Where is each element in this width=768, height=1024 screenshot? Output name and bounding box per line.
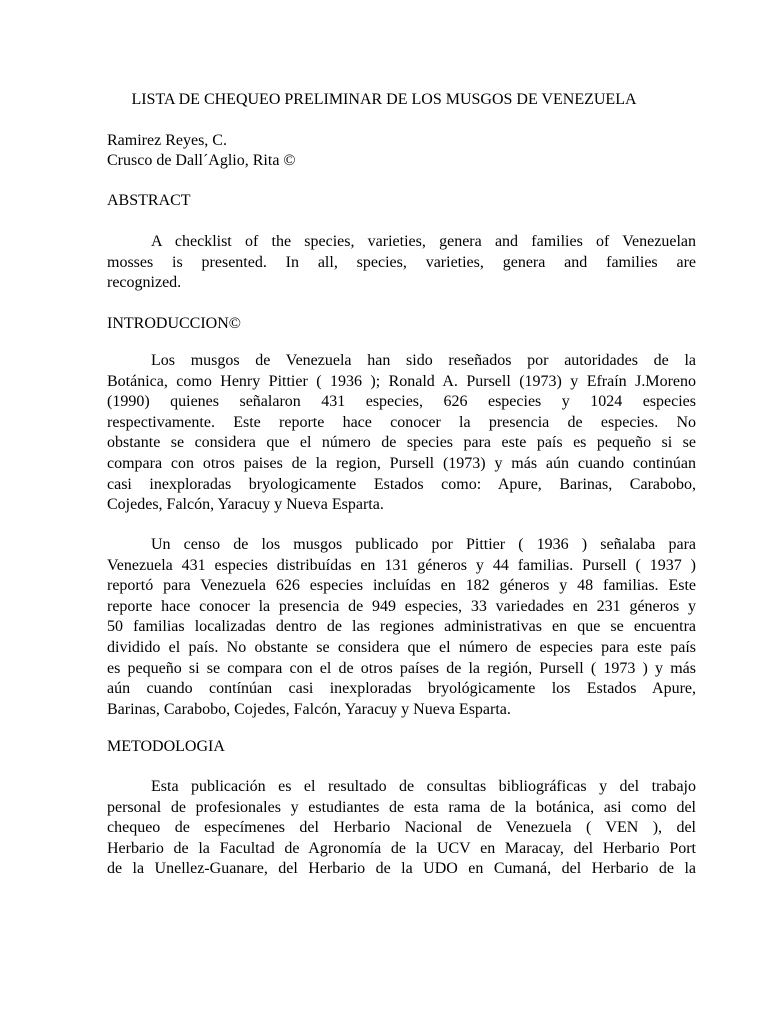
text-line: casi inexploradas bryologicamente Estados como: Apure, Barinas, Carabobo,	[107, 475, 696, 493]
text-line: Herbario de la Facultad de Agronomía de la UCV en Maracay, del Herbario Port	[107, 839, 696, 857]
section-heading-metodologia: METODOLOGIA	[107, 738, 225, 755]
text-fragment: genera and	[502, 253, 588, 271]
text-fragment: respectivamente. Este reporte hace conocer la presencia de	[107, 413, 583, 431]
text-line: compara con otros paises de la region, Pursell (1973) y más aún cuando continúan	[107, 454, 696, 472]
metodologia-paragraph	[107, 777, 696, 880]
text-fragment: especies. No	[600, 413, 697, 431]
text-line: obstante se considera que el número de species para este país es pequeño si se	[107, 434, 696, 452]
text-fragment: varieties,	[425, 253, 484, 271]
text-line: Venezuela 431 especies distribuídas en 131 géneros y 44 familias. Pursell ( 1937 )	[107, 556, 696, 574]
section-heading-abstract: ABSTRACT	[107, 192, 191, 209]
text-line: aún cuando contínúan casi inexploradas bryológicamente los Estados Apure,	[107, 680, 696, 698]
text-line: A checklist of the species, varieties, genera and families of Venezuelan	[151, 233, 696, 250]
text-line: 50 familias localizadas dentro de las regiones administrativas en que se encuentra	[107, 618, 696, 636]
text-line: Cojedes, Falcón, Yaracuy y Nueva Esparta.	[107, 496, 384, 514]
text-line: (1990) quienes señalaron 431 especies, 626 especies y 1024 especies	[107, 393, 696, 411]
text-fragment: species,	[356, 253, 407, 271]
text-line: chequeo de especímenes del Herbario Nacional de Venezuela ( VEN ), del	[107, 819, 696, 837]
text-line: Botánica, como Henry Pittier ( 1936 ); Ronald A. Pursell (1973) y Efraín J.Moreno	[107, 372, 696, 390]
text-line: Un censo de los musgos publicado por Pittier ( 1936 ) señalaba para	[151, 536, 696, 553]
text-fragment: families are	[606, 253, 697, 271]
abstract-paragraph	[107, 232, 696, 294]
introduccion-paragraph-1	[107, 351, 696, 516]
text-line: personal de profesionales y estudiantes de esta rama de la botánica, asi como del	[107, 798, 696, 816]
text-line: reporte hace conocer la presencia de 949 especies, 33 variedades en 231 géneros y	[107, 597, 696, 615]
text-line: reportó para Venezuela 626 especies incluídas en 182 géneros y 48 familias. Este	[107, 577, 696, 595]
introduccion-paragraph-2	[107, 535, 696, 720]
text-line: Esta publicación es el resultado de consultas bibliográficas y del trabajo	[151, 778, 696, 795]
author-line: Crusco de Dall´Aglio, Rita ©	[107, 152, 296, 169]
text-line	[107, 253, 696, 274]
text-line: es pequeño si se compara con el de otros países de la región, Pursell ( 1973 ) y más	[107, 659, 696, 677]
text-line: dividido el país. No obstante se considera que el número de especies para este país	[107, 638, 696, 656]
document-title: LISTA DE CHEQUEO PRELIMINAR DE LOS MUSGOS DE VENEZUELA	[131, 91, 637, 108]
text-line: Barinas, Carabobo, Cojedes, Falcón, Yaracuy y Nueva Esparta.	[107, 700, 511, 718]
text-line: Los musgos de Venezuela han sido reseñados por autoridades de la	[151, 352, 696, 369]
author-line: Ramirez Reyes, C.	[107, 132, 227, 149]
text-line: de la Unellez-Guanare, del Herbario de la UDO en Cumaná, del Herbario de la	[107, 860, 696, 878]
section-heading-introduccion: INTRODUCCION©	[107, 315, 241, 332]
text-line	[107, 413, 696, 434]
text-fragment: mosses is presented. In all,	[107, 253, 338, 271]
text-line: recognized.	[107, 274, 182, 292]
